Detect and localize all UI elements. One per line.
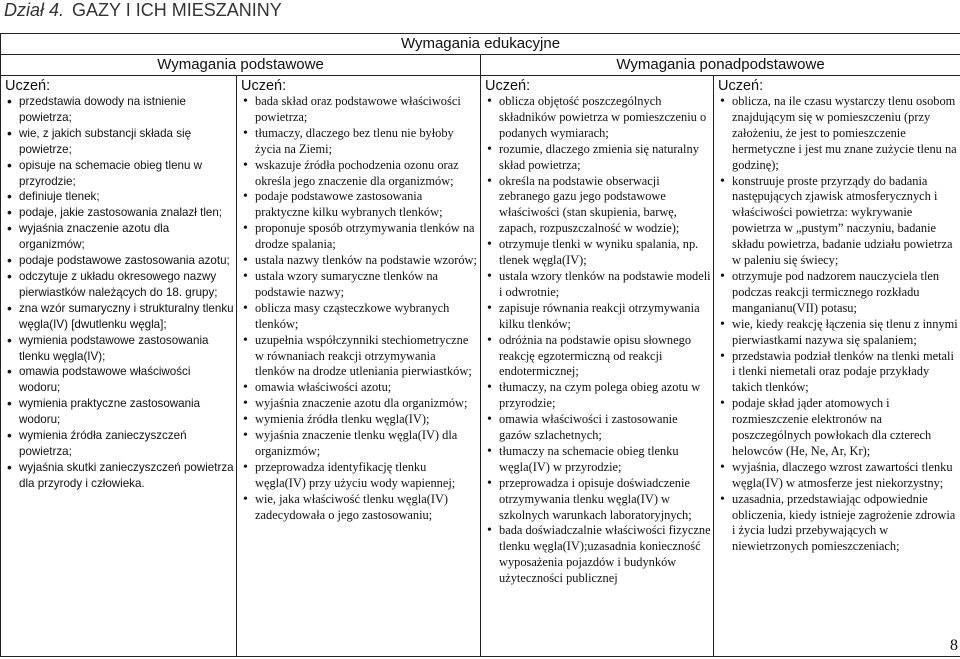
requirement-item: • wymienia źródła zanieczyszczeń powietrza; (19, 428, 234, 460)
requirement-item: • zapisuje równania reakcji otrzymywania kilku tlenków; (499, 301, 711, 333)
requirement-item: • określa na podstawie obserwacji zebranego gazu jego podstawowe właściwości (stan skupienia, barwę, zapach, rozpuszczalność w wodzie); (499, 174, 711, 238)
requirement-item: • ustala wzory sumaryczne tlenków na podstawie nazwy; (255, 269, 478, 301)
requirement-item: • konstruuje proste przyrządy do badania następujących zjawisk atmosferycznych i właściwości powietrza: wykrywanie powietrza w „pustym” naczyniu, badanie składu powietrza, badanie udziału powietrza w paleniu się świecy; (732, 174, 958, 269)
requirement-item: • wyjaśnia skutki zanieczyszczeń powietrza dla przyrody i człowieka. (19, 460, 234, 492)
requirement-item: • bada skład oraz podstawowe właściwości powietrza; (255, 94, 478, 126)
requirement-list (485, 94, 711, 587)
requirement-item: • przeprowadza i opisuje doświadczenie otrzymywania tlenku węgla(IV) w szkolnych warunkach laboratoryjnych; (499, 476, 711, 524)
requirement-item: • proponuje sposób otrzymywania tlenków na drodze spalania; (255, 221, 478, 253)
requirement-item: • bada doświadczalnie właściwości fizyczne tlenku węgla(IV);uzasadnia konieczność wyposażenia pojazdów i budynków użyteczności publicznej (499, 523, 711, 587)
requirement-item: • omawia właściwości azotu; (255, 380, 478, 396)
advanced-requirements-header: Wymagania ponadpodstawowe (481, 55, 960, 76)
page-number: 8 (950, 637, 958, 654)
column-heading: Uczeń: (485, 78, 531, 94)
requirement-item: • odczytuje z układu okresowego nazwy pierwiastków należących do 18. grupy; (19, 269, 234, 301)
column-heading: Uczeń: (5, 78, 51, 94)
column-3 (481, 76, 714, 657)
requirement-item: • wskazuje źródła pochodzenia ozonu oraz określa jego znaczenie dla organizmów; (255, 158, 478, 190)
section-label: Dział 4. (4, 0, 65, 20)
column-4 (714, 76, 960, 657)
requirement-item: • wyjaśnia znaczenie tlenku węgla(IV) dla organizmów; (255, 428, 478, 460)
requirement-list (718, 94, 958, 555)
column-1 (1, 76, 237, 657)
requirement-item: • wyjaśnia, dlaczego wzrost zawartości tlenku węgla(IV) w atmosferze jest niekorzystny; (732, 460, 958, 492)
requirement-item: • zna wzór sumaryczny i strukturalny tlenku węgla(IV) [dwutlenku węgla]; (19, 301, 234, 333)
requirement-item: • otrzymuje pod nadzorem nauczyciela tlen podczas reakcji termicznego rozkładu manganianu(VII) potasu; (732, 269, 958, 317)
requirement-list (241, 94, 478, 523)
section-title: GAZY I ICH MIESZANINY (72, 0, 282, 20)
page-header (4, 0, 282, 21)
requirement-item: • podaje, jakie zastosowania znalazł tlen; (19, 205, 234, 221)
requirement-item: • uzupełnia współczynniki stechiometryczne w równaniach reakcji otrzymywania tlenków na drodze utleniania pierwiastków; (255, 333, 478, 381)
requirements-table (0, 33, 960, 657)
requirement-item: • uzasadnia, przedstawiając odpowiednie obliczenia, kiedy istnieje zagrożenie zdrowia i życia ludzi przebywających w niewietrzonych pomieszczeniach; (732, 492, 958, 556)
requirement-item: • omawia właściwości i zastosowanie gazów szlachetnych; (499, 412, 711, 444)
requirement-item: • wymienia podstawowe zastosowania tlenku węgla(IV); (19, 333, 234, 365)
requirement-item: • tłumaczy, dlaczego bez tlenu nie byłoby życia na Ziemi; (255, 126, 478, 158)
requirement-item: • definiuje tlenek; (19, 189, 234, 205)
requirement-item: • oblicza objętość poszczególnych składników powietrza w pomieszczeniu o podanych wymiarach; (499, 94, 711, 142)
requirement-item: • rozumie, dlaczego zmienia się naturalny skład powietrza; (499, 142, 711, 174)
column-2 (237, 76, 481, 657)
requirement-item: • tłumaczy na schemacie obieg tlenku węgla(IV) w przyrodzie; (499, 444, 711, 476)
requirement-item: • podaje skład jąder atomowych i rozmieszczenie elektronów na poszczególnych powłokach dla czterech helowców (He, Ne, Ar, Kr); (732, 396, 958, 460)
basic-requirements-header: Wymagania podstawowe (1, 55, 481, 76)
requirement-item: • ustala wzory tlenków na podstawie modeli i odwrotnie; (499, 269, 711, 301)
requirement-item: • opisuje na schemacie obieg tlenu w przyrodzie; (19, 158, 234, 190)
requirement-item: • tłumaczy, na czym polega obieg azotu w przyrodzie; (499, 380, 711, 412)
requirement-list (5, 94, 234, 492)
requirement-item: • wie, kiedy reakcję łączenia się tlenu z innymi pierwiastkami nazywa się spalaniem; (732, 317, 958, 349)
requirement-item: • omawia podstawowe właściwości wodoru; (19, 364, 234, 396)
requirement-item: • wie, jaka właściwość tlenku węgla(IV) zadecydowała o jego zastosowaniu; (255, 492, 478, 524)
column-heading: Uczeń: (718, 78, 764, 94)
requirement-item: • przeprowadza identyfikację tlenku węgla(IV) przy użyciu wody wapiennej; (255, 460, 478, 492)
requirement-item: • oblicza, na ile czasu wystarczy tlenu osobom znajdującym się w pomieszczeniu (przy założeniu, że jest to pomieszczenie hermetyczne i jest mu znane zużycie tlenu na godzinę); (732, 94, 958, 174)
table-top-header: Wymagania edukacyjne (1, 34, 960, 55)
requirement-item: • wymienia praktyczne zastosowania wodoru; (19, 396, 234, 428)
requirement-item: • wymienia źródła tlenku węgla(IV); (255, 412, 478, 428)
column-heading: Uczeń: (241, 78, 287, 94)
requirement-item: • wyjaśnia znaczenie azotu dla organizmów; (255, 396, 478, 412)
requirement-item: • podaje podstawowe zastosowania praktyczne kilku wybranych tlenków; (255, 189, 478, 221)
requirement-item: • otrzymuje tlenki w wyniku spalania, np. tlenek węgla(IV); (499, 237, 711, 269)
requirement-item: • podaje podstawowe zastosowania azotu; (19, 253, 234, 269)
requirement-item: • wyjaśnia znaczenie azotu dla organizmów; (19, 221, 234, 253)
requirement-item: • oblicza masy cząsteczkowe wybranych tlenków; (255, 301, 478, 333)
requirement-item: • przedstawia podział tlenków na tlenki metali i tlenki niemetali oraz podaje przykłady takich tlenków; (732, 349, 958, 397)
requirement-item: • wie, z jakich substancji składa się powietrze; (19, 126, 234, 158)
requirement-item: • odróżnia na podstawie opisu słownego reakcję egzotermiczną od reakcji endotermicznej; (499, 333, 711, 381)
requirement-item: • ustala nazwy tlenków na podstawie wzorów; (255, 253, 478, 269)
requirement-item: • przedstawia dowody na istnienie powietrza; (19, 94, 234, 126)
